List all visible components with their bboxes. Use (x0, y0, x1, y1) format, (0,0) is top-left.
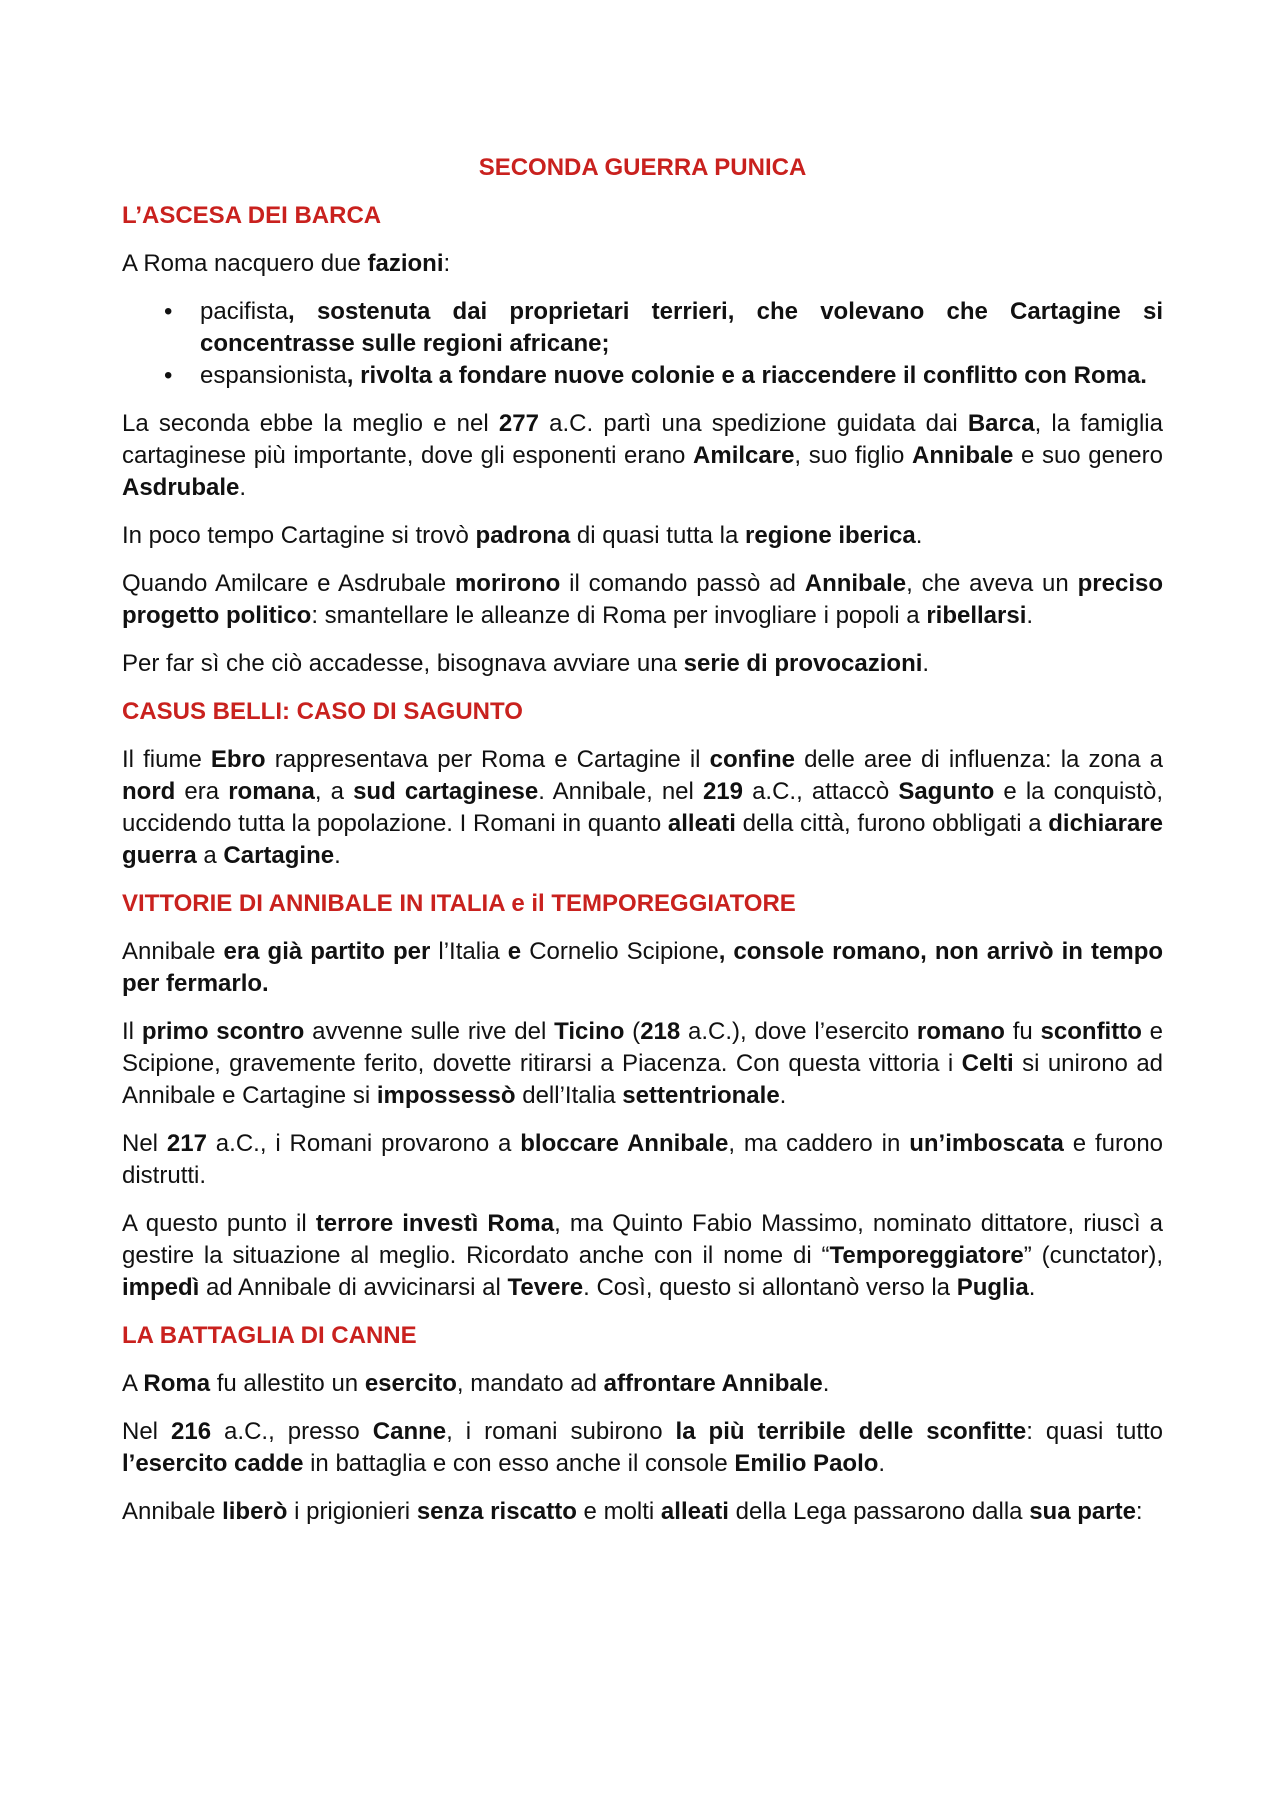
bold-term: serie di provocazioni (683, 650, 923, 677)
paragraph: Il fiume Ebro rappresentava per Roma e Cartagine il confine delle aree di influenza: la zona a nord era romana, a sud cartaginese. Annibale, nel 219 a.C., attaccò Sagunto e la conquistò, uccidendo tutta la popolazione. I Romani in quanto alleati della città, furono obbligati a dichiarare guerra a Cartagine. (122, 746, 1164, 869)
bold-term: , console romano, non arrivò in tempo per fermarlo. (122, 938, 1164, 997)
bold-term: Canne (372, 1418, 447, 1445)
paragraph: Annibale liberò i prigionieri senza riscatto e molti alleati della Lega passarono dalla sua parte: (122, 1498, 1143, 1525)
bold-term: Cartagine (223, 842, 335, 869)
bold-term: Annibale (912, 442, 1014, 469)
bold-term: primo scontro (141, 1018, 305, 1045)
paragraph: Nel 216 a.C., presso Canne, i romani subirono la più terribile delle sconfitte: quasi tutto l’esercito cadde in battaglia e con esso anche il console Emilio Paolo. (122, 1418, 1163, 1477)
paragraph: In poco tempo Cartagine si trovò padrona di quasi tutta la regione iberica. (122, 522, 923, 549)
bold-term: Temporeggiatore (829, 1242, 1024, 1269)
bold-term: settentrionale (622, 1082, 780, 1109)
bold-term: Emilio Paolo (734, 1450, 879, 1477)
bold-term: impossessò (376, 1082, 516, 1109)
bold-term: Asdrubale (122, 474, 240, 501)
bold-term: sua parte (1029, 1498, 1136, 1525)
paragraph: Quando Amilcare e Asdrubale morirono il comando passò ad Annibale, che aveva un preciso progetto politico: smantellare le alleanze di Roma per invogliare i popoli a ribellarsi. (122, 570, 1163, 629)
factions-list (122, 296, 1163, 392)
paragraph: La seconda ebbe la meglio e nel 277 a.C. partì una spedizione guidata dai Barca, la famiglia cartaginese più importante, dove gli esponenti erano Amilcare, suo figlio Annibale e suo genero Asdrubale. (122, 410, 1163, 501)
section-heading-vittorie: VITTORIE DI ANNIBALE IN ITALIA e il TEMPOREGGIATORE (122, 890, 796, 917)
bold-term: romana (228, 778, 315, 805)
bold-term: esercito (364, 1370, 457, 1397)
bold-term: alleati (667, 810, 736, 837)
bullet-icon: • (164, 298, 173, 325)
section-heading-canne: LA BATTAGLIA DI CANNE (122, 1322, 417, 1349)
paragraph: A Roma nacquero due fazioni: (122, 250, 451, 277)
bold-term: 277 (498, 410, 539, 437)
bold-term: l’esercito cadde (122, 1450, 304, 1477)
bold-term: Celti (961, 1050, 1014, 1077)
bold-term: sconfitto (1040, 1018, 1142, 1045)
bold-term: romano (916, 1018, 1005, 1045)
list-item: • pacifista, sostenuta dai proprietari terrieri, che volevano che Cartagine si concentrasse sulle regioni africane; (164, 298, 1163, 357)
paragraph: Per far sì che ciò accadesse, bisognava avviare una serie di provocazioni. (122, 650, 930, 677)
bold-term: Roma (143, 1370, 211, 1397)
list-item: • espansionista, rivolta a fondare nuove colonie e a riaccendere il conflitto con Roma. (122, 360, 1163, 392)
bold-term: era già partito per (215, 938, 439, 965)
bold-term: 217 (166, 1130, 207, 1157)
bold-term: Sagunto (898, 778, 995, 805)
bold-term: ribellarsi (926, 602, 1027, 629)
bold-term: sud cartaginese (353, 778, 539, 805)
bold-term: regione iberica (745, 522, 916, 549)
bold-term: preciso progetto politico (122, 570, 1163, 629)
bullet-icon: • (164, 362, 173, 389)
bold-term: 219 (702, 778, 743, 805)
bold-term: nord (122, 778, 176, 805)
bold-term: bloccare Annibale (520, 1130, 729, 1157)
bold-term: Annibale (804, 570, 907, 597)
bold-term: Tevere (507, 1274, 584, 1301)
paragraph: Annibale era già partito per l’Italia e Cornelio Scipione, console romano, non arrivò in tempo per fermarlo. (122, 938, 1164, 997)
bold-term: impedì (122, 1274, 200, 1301)
document-title: SECONDA GUERRA PUNICA (478, 154, 807, 181)
bold-term: confine (709, 746, 795, 773)
bold-term: Amilcare (693, 442, 795, 469)
bold-term: la più terribile delle sconfitte (675, 1418, 1027, 1445)
bold-term: alleati (660, 1498, 729, 1525)
paragraph: A Roma fu allestito un esercito, mandato ad affrontare Annibale. (122, 1370, 830, 1397)
paragraph: Il primo scontro avvenne sulle rive del Ticino (218 a.C.), dove l’esercito romano fu sconfitto e Scipione, gravemente ferito, dovette ritirarsi a Piacenza. Con questa vittoria i Celti si unirono ad Annibale e Cartagine si impossessò dell’Italia settentrionale. (122, 1018, 1164, 1109)
bold-term: 216 (171, 1418, 212, 1445)
bold-term: , sostenuta dai proprietari terrieri, che volevano che Cartagine si concentrasse sulle regioni africane; (200, 298, 1163, 357)
bold-term: un’imboscata (909, 1130, 1064, 1157)
bold-term: 218 (640, 1018, 681, 1045)
bold-term: fazioni (367, 250, 444, 277)
bold-term: , rivolta a fondare nuove colonie e a riaccendere il conflitto con Roma. (346, 362, 1147, 389)
bold-term: morirono (454, 570, 561, 597)
bold-term: Ebro (210, 746, 266, 773)
bold-term: padrona (475, 522, 571, 549)
paragraph: Nel 217 a.C., i Romani provarono a bloccare Annibale, ma caddero in un’imboscata e furono distrutti. (122, 1130, 1164, 1189)
bold-term: Puglia (956, 1274, 1029, 1301)
bold-term: terrore investì Roma (315, 1210, 555, 1237)
bold-term: Ticino (554, 1018, 625, 1045)
bold-term: e (499, 938, 530, 965)
bold-term: affrontare Annibale (603, 1370, 823, 1397)
bold-term: liberò (222, 1498, 288, 1525)
bold-term: senza riscatto (416, 1498, 577, 1525)
bold-term: Barca (967, 410, 1035, 437)
bold-term: dichiarare guerra (122, 810, 1163, 869)
paragraph: A questo punto il terrore investì Roma, ma Quinto Fabio Massimo, nominato dittatore, riuscì a gestire la situazione al meglio. Ricordato anche con il nome di “Temporeggiatore” (cunctator), impedì ad Annibale di avvicinarsi al Tevere. Così, questo si allontanò verso la Puglia. (122, 1210, 1163, 1301)
section-heading-sagunto: CASUS BELLI: CASO DI SAGUNTO (122, 698, 523, 725)
section-heading-barca: L’ASCESA DEI BARCA (122, 202, 382, 229)
